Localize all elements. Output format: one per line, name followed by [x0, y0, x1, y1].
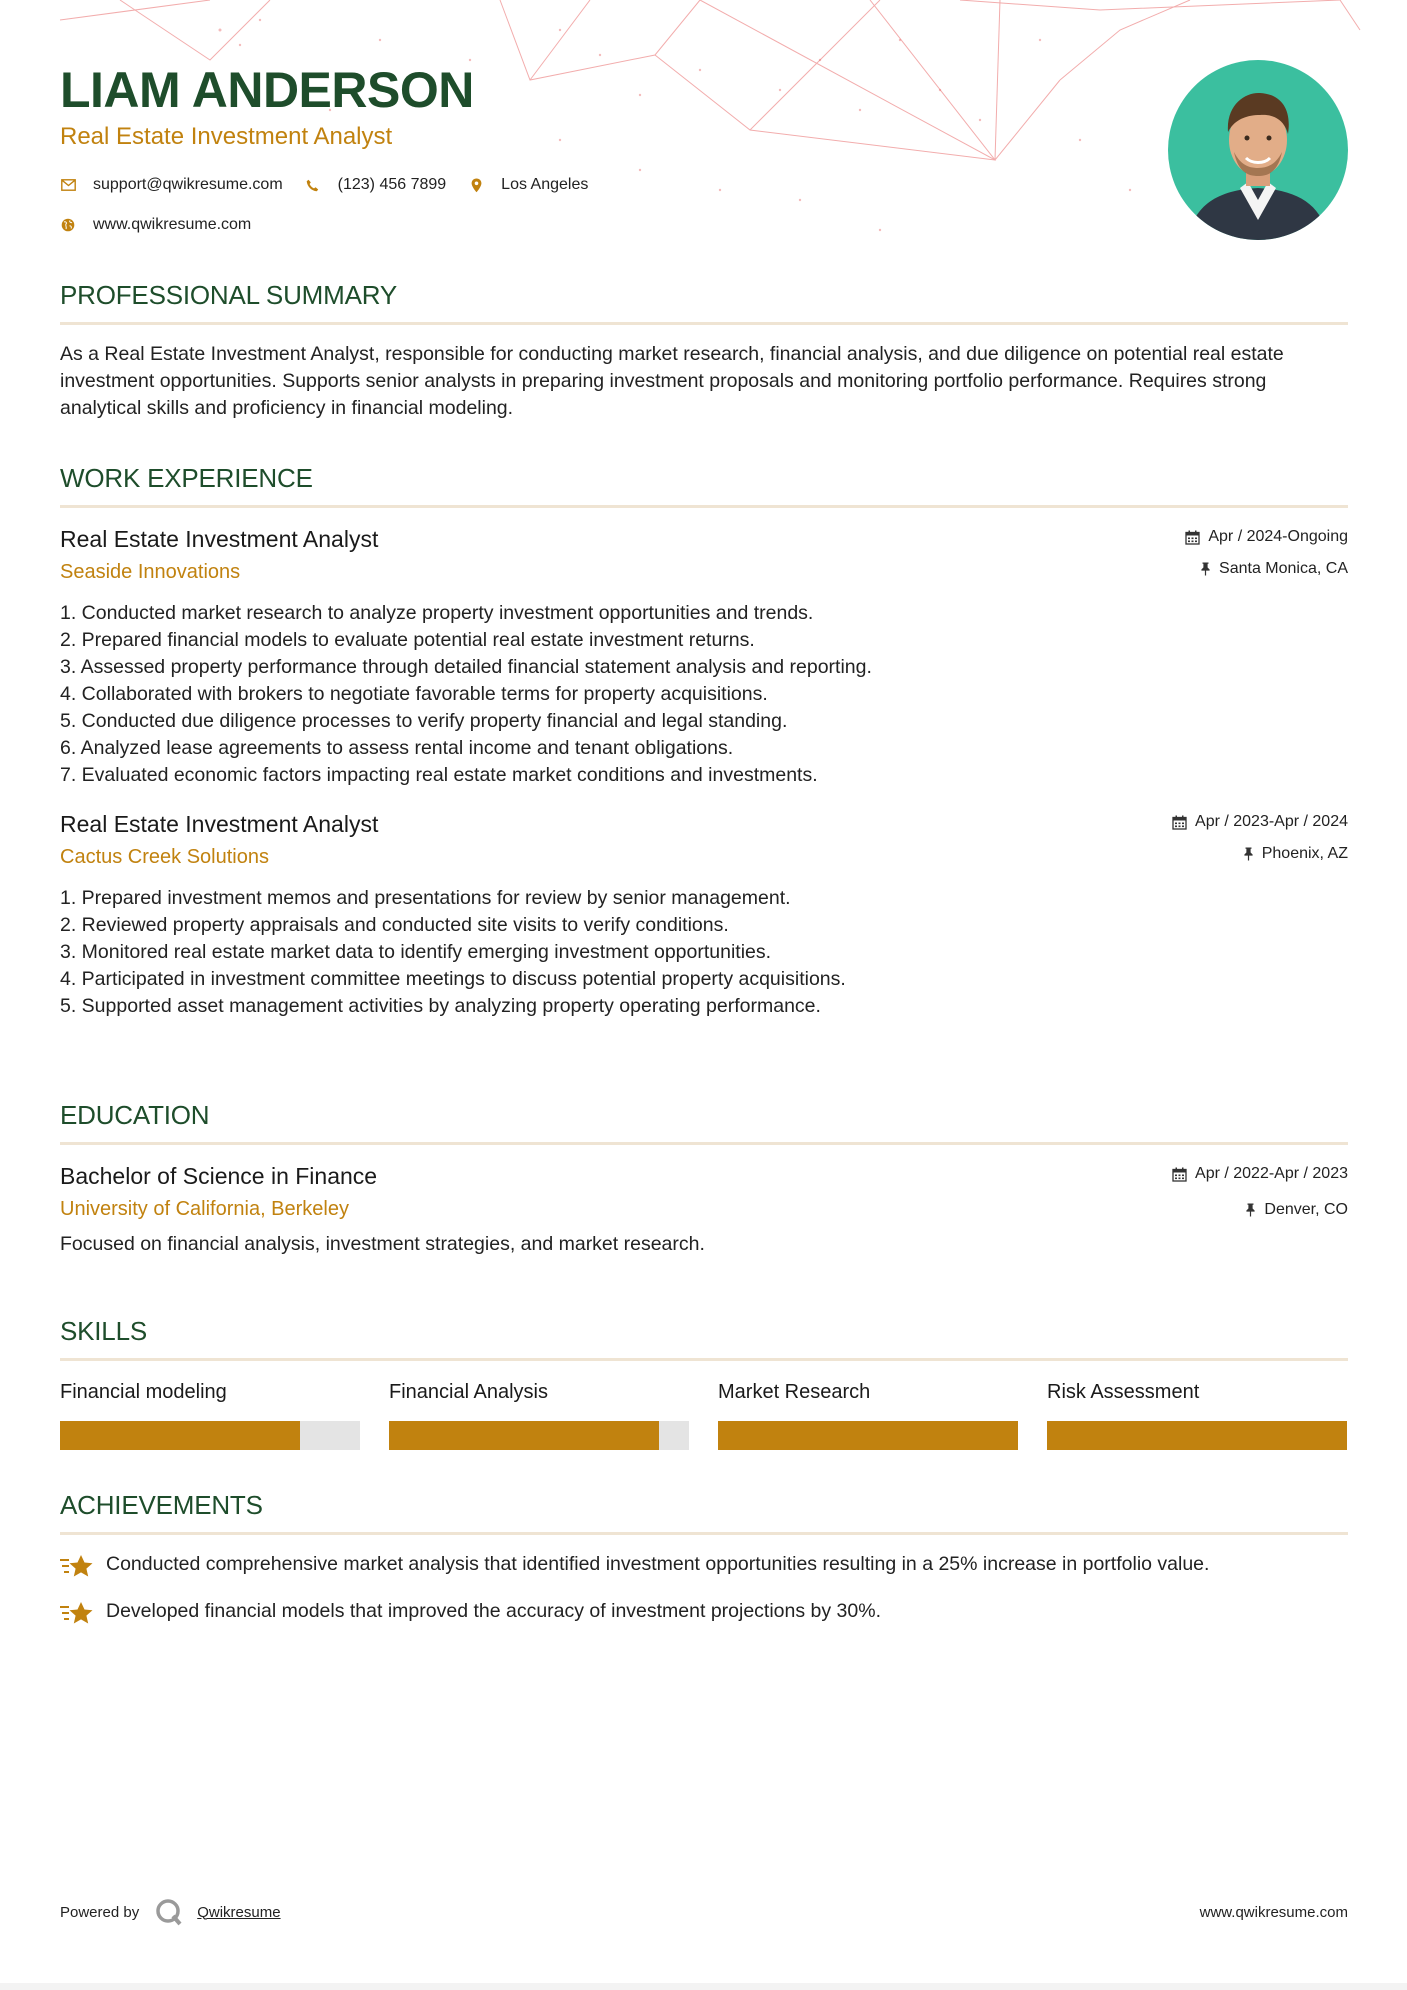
skill-label: Risk Assessment: [1047, 1381, 1200, 1403]
job-meta: [1185, 526, 1348, 580]
phone-text: (123) 456 7899: [337, 176, 447, 193]
list-item: 6. Analyzed lease agreements to assess rental income and tenant obligations.: [60, 737, 734, 759]
list-item: 4. Participated in investment committee meetings to discuss potential property acquisitions.: [60, 968, 846, 990]
candidate-role: Real Estate Investment Analyst: [60, 123, 393, 150]
list-item: 5. Supported asset management activities by analyzing property operating performance.: [60, 995, 821, 1017]
achievement-text: Conducted comprehensive market analysis that identified investment opportunities resulting in a 25% increase in portfolio value.: [106, 1553, 1210, 1575]
list-item: 2. Prepared financial models to evaluate potential real estate investment returns.: [60, 629, 755, 651]
list-item: 5. Conducted due diligence processes to verify property financial and legal standing.: [60, 710, 788, 732]
skill-bar-fill: [389, 1421, 659, 1450]
calendar-icon: [1172, 815, 1187, 830]
job-company: Seaside Innovations: [60, 561, 241, 583]
page-footer: [60, 1898, 1348, 1926]
contact-row-2: [60, 216, 1160, 234]
section-divider: [60, 505, 1348, 508]
skills-grid: [60, 1379, 1348, 1450]
list-item: 3. Monitored real estate market data to identify emerging investment opportunities.: [60, 941, 772, 963]
education-meta: [1172, 1163, 1348, 1221]
location-text: Los Angeles: [501, 176, 589, 193]
list-item: 1. Prepared investment memos and presentations for review by senior management.: [60, 887, 791, 909]
job-title: Real Estate Investment Analyst: [60, 811, 379, 837]
education-section: [60, 1098, 1348, 1258]
list-item: 4. Collaborated with brokers to negotiate favorable terms for property acquisitions.: [60, 683, 768, 705]
job-location-text: Santa Monica, CA: [1219, 560, 1348, 577]
job-location: [1185, 558, 1348, 580]
education-heading: EDUCATION: [60, 1100, 210, 1130]
contact-email[interactable]: [60, 176, 283, 194]
resume-header: [60, 58, 1160, 234]
contact-location: [468, 176, 588, 194]
skill-bar-fill: [1047, 1421, 1347, 1450]
achievement-item: [60, 1598, 1348, 1631]
job-title: Real Estate Investment Analyst: [60, 526, 379, 552]
star-badge-icon: [60, 1553, 94, 1584]
job-dates-text: Apr / 2023-Apr / 2024: [1195, 813, 1348, 830]
job-location-text: Phoenix, AZ: [1261, 845, 1348, 862]
job-dates-text: Apr / 2024-Ongoing: [1208, 528, 1348, 545]
candidate-name: LIAM ANDERSON: [60, 62, 474, 118]
qwikresume-link[interactable]: Qwikresume: [197, 1903, 281, 1921]
footer-website[interactable]: www.qwikresume.com: [1199, 1903, 1348, 1921]
bottom-strip: [0, 1983, 1407, 1990]
education-entry: [60, 1161, 1348, 1258]
section-divider: [60, 1532, 1348, 1535]
profile-photo: [1168, 60, 1348, 240]
calendar-icon: [1172, 1167, 1187, 1182]
section-divider: [60, 322, 1348, 325]
skill-bar: [60, 1421, 360, 1450]
pushpin-icon: [1245, 1203, 1256, 1217]
powered-by-label: Powered by: [60, 1903, 140, 1921]
achievement-item: [60, 1551, 1348, 1584]
skill-bar: [718, 1421, 1018, 1450]
degree-title: Bachelor of Science in Finance: [60, 1163, 378, 1189]
job-entry: [60, 809, 1348, 1020]
experience-heading: WORK EXPERIENCE: [60, 463, 313, 493]
skill-bar: [1047, 1421, 1347, 1450]
achievements-heading: ACHIEVEMENTS: [60, 1490, 263, 1520]
skill-bar-fill: [718, 1421, 1018, 1450]
summary-heading: PROFESSIONAL SUMMARY: [60, 280, 397, 310]
website-text: www.qwikresume.com: [93, 216, 252, 233]
school-name: University of California, Berkeley: [60, 1198, 349, 1220]
job-entry: [60, 524, 1348, 789]
achievement-text: Developed financial models that improved the accuracy of investment projections by 30%.: [106, 1600, 881, 1622]
contact-website[interactable]: [60, 216, 251, 234]
section-divider: [60, 1358, 1348, 1361]
list-item: 3. Assessed property performance through detailed financial statement analysis and reporting.: [60, 656, 872, 678]
education-location: [1172, 1199, 1348, 1221]
skills-section: [60, 1314, 1348, 1450]
email-text: support@qwikresume.com: [93, 176, 283, 193]
achievements-section: [60, 1488, 1348, 1631]
globe-icon: [60, 217, 76, 233]
summary-section: [60, 278, 1348, 422]
skill-label: Financial Analysis: [389, 1381, 548, 1403]
section-divider: [60, 1142, 1348, 1145]
pushpin-icon: [1200, 562, 1211, 576]
job-bullets: [60, 885, 1348, 1020]
summary-text: As a Real Estate Investment Analyst, responsible for conducting market research, financial analysis, and due diligence on potential real estate investment opportunities. Supports senior analysts in preparing investment proposals and monitoring portfolio performance. Requires strong analytical skills and proficiency in financial modeling.: [60, 343, 1284, 419]
phone-icon: [305, 177, 321, 193]
job-location: [1172, 843, 1348, 865]
education-description: Focused on financial analysis, investment strategies, and market research.: [60, 1233, 705, 1255]
contact-phone[interactable]: [305, 176, 447, 194]
skill-label: Financial modeling: [60, 1381, 227, 1403]
job-dates: [1185, 526, 1348, 548]
skill-item: [1047, 1379, 1347, 1450]
education-location-text: Denver, CO: [1264, 1201, 1348, 1218]
education-dates: [1172, 1163, 1348, 1185]
envelope-icon: [60, 177, 76, 193]
skill-item: [60, 1379, 360, 1450]
skills-heading: SKILLS: [60, 1316, 147, 1346]
skill-item: [718, 1379, 1018, 1450]
job-meta: [1172, 811, 1348, 865]
powered-by: [60, 1898, 281, 1926]
experience-section: [60, 461, 1348, 1020]
list-item: 2. Reviewed property appraisals and conducted site visits to verify conditions.: [60, 914, 729, 936]
job-bullets: [60, 600, 1348, 789]
list-item: 7. Evaluated economic factors impacting real estate market conditions and investments.: [60, 764, 818, 786]
job-company: Cactus Creek Solutions: [60, 846, 269, 868]
qwikresume-logo-icon: [155, 1898, 183, 1926]
calendar-icon: [1185, 530, 1200, 545]
contact-row: [60, 176, 1160, 194]
job-dates: [1172, 811, 1348, 833]
skill-bar: [389, 1421, 689, 1450]
star-badge-icon: [60, 1600, 94, 1631]
list-item: 1. Conducted market research to analyze property investment opportunities and trends.: [60, 602, 814, 624]
skill-bar-fill: [60, 1421, 300, 1450]
pushpin-icon: [1243, 847, 1254, 861]
skill-label: Market Research: [718, 1381, 871, 1403]
education-dates-text: Apr / 2022-Apr / 2023: [1195, 1165, 1348, 1182]
skill-item: [389, 1379, 689, 1450]
map-pin-icon: [468, 177, 484, 193]
